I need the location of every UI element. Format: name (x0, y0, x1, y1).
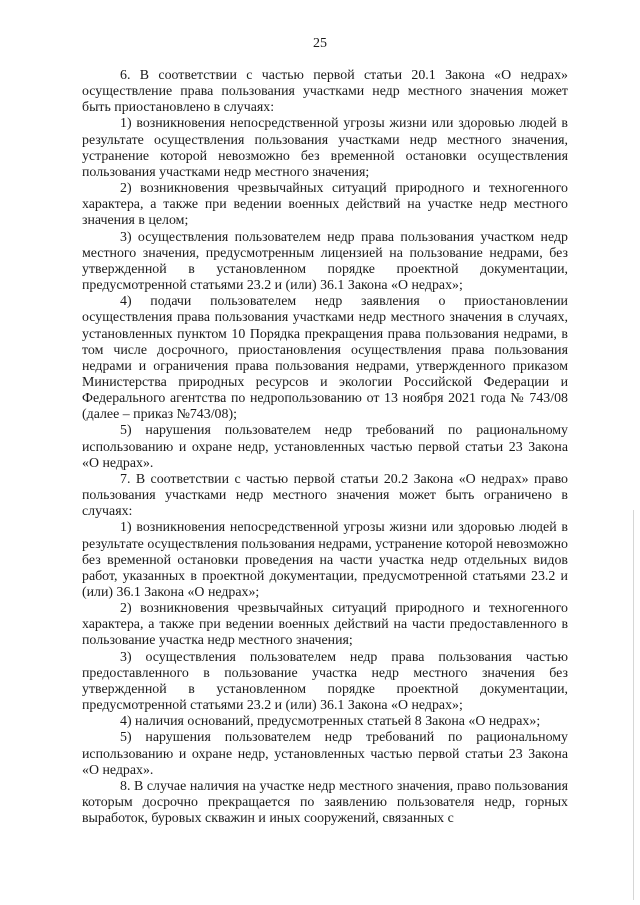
scan-edge-line (633, 510, 634, 900)
paragraph-6-item-1: 1) возникновения непосредственной угрозы жизни или здоровью людей в результате осуществления пользования участками недр местного значения, устранение которой невозможно без временной остановки осуществления пользования участками недр местного значения; (82, 116, 568, 180)
paragraph-7-item-5: 5) нарушения пользователем недр требований по рациональному использованию и охране недр, установленных частью первой статьи 23 Закона «О недрах». (82, 730, 568, 778)
paragraph-7-item-2: 2) возникновения чрезвычайных ситуаций природного и техногенного характера, а также при ведении военных действий на части предоставленного в пользование участка недр местного значения; (82, 601, 568, 649)
paragraph-7-item-4: 4) наличия оснований, предусмотренных статьей 8 Закона «О недрах»; (120, 714, 541, 730)
paragraph-6-item-5: 5) нарушения пользователем недр требований по рациональному использованию и охране недр, установленных частью первой статьи 23 Закона «О недрах». (82, 423, 568, 471)
page-number: 25 (313, 36, 327, 51)
paragraph-7-item-3: 3) осуществления пользователем недр права пользования частью предоставленного в пользование участка недр местного значения без утвержденной в установленном порядке проектной документации, предусмотренной статьями 23.2 и (или) 36.1 Закона «О недрах»; (82, 649, 568, 714)
paragraph-7-item-1: 1) возникновения непосредственной угрозы жизни или здоровью людей в результате осуществления пользования недрами, устранение которой невозможно без временной остановки проведения на части участка недр отдельных видов работ, указанных в проектной документации, предусмотренной статьями 23.2 и (или) 36.1 Закона «О недрах»; (82, 520, 568, 600)
paragraph-6: 6. В соответствии с частью первой статьи 20.1 Закона «О недрах» осуществление права пользования участками недр местного значения может быть приостановлено в случаях: (82, 68, 568, 116)
document-body (82, 68, 568, 827)
paragraph-7: 7. В соответствии с частью первой статьи 20.2 Закона «О недрах» право пользования участками недр местного значения может быть ограничено в случаях: (82, 471, 568, 520)
paragraph-6-item-3: 3) осуществления пользователем недр права пользования участком недр местного значения, предусмотренным лицензией на пользование недрами, без утвержденной в установленном порядке проектной документации, предусмотренной статьями 23.2 и (или) 36.1 Закона «О недрах»; (82, 229, 568, 294)
paragraph-6-item-2: 2) возникновения чрезвычайных ситуаций природного и техногенного характера, а также при ведении военных действий на участке недр местного значения в целом; (82, 181, 568, 229)
paragraph-8: 8. В случае наличия на участке недр местного значения, право пользования которым досрочно прекращается по заявлению пользователя недр, горных выработок, буровых скважин и иных сооружений, связанных с (82, 778, 568, 827)
paragraph-6-item-4: 4) подачи пользователем недр заявления о приостановлении осуществления права пользования участками недр местного значения в случаях, установленных пунктом 10 Порядка прекращения права пользования недрами, в том числе досрочного, приостановления осуществления права пользования недрами и ограничения права пользования недрами, утвержденного приказом Министерства природных ресурсов и экологии Российской Федерации и Федерального агентства по недропользованию от 13 ноября 2021 года № 743/08 (далее – приказ №743/08); (82, 294, 568, 423)
